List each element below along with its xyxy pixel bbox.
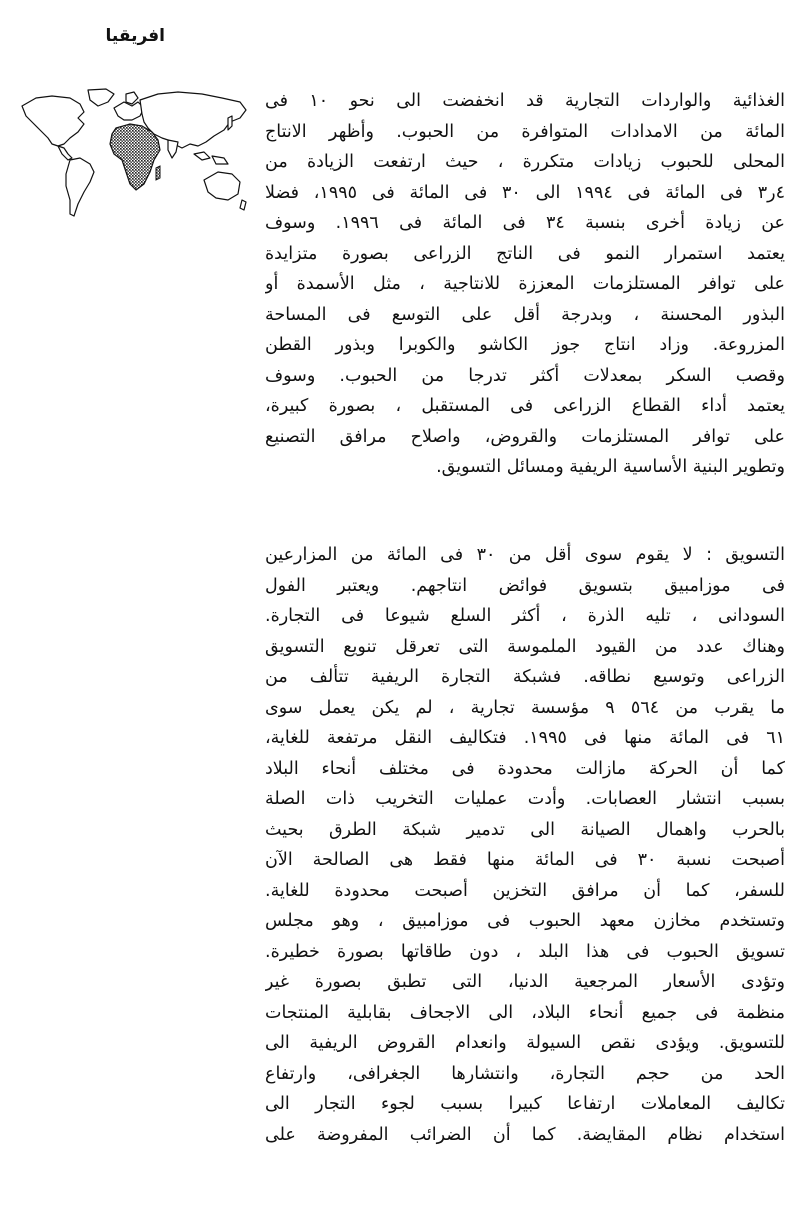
text-line: البذور المحسنة ، وبدرجة أقل على التوسع فى المساحة <box>265 304 785 325</box>
text-line: تسويق الحبوب فى هذا البلد ، دون طاقاتها بصورة خطيرة. <box>265 941 785 962</box>
text-line: وتستخدم مخازن معهد الحبوب فى موزامبيق ، وهو مجلس <box>265 911 785 931</box>
text-line: ما يقرب من ٥٦٤ ٩ مؤسسة تجارية ، لم يكن يعمل سوى <box>265 697 785 718</box>
text-line: الحد من حجم التجارة، وانتشارها الجغرافى، وارتفاع <box>265 1063 785 1084</box>
text-line: على توافر المستلزمات المعززة للانتاجية ، مثل الأسمدة أو <box>265 274 785 294</box>
text-line: ٤ر٣ فى المائة فى ١٩٩٤ الى ٣٠ فى المائة فى ١٩٩٥، فضلا <box>265 182 785 203</box>
text-line: وهناك عدد من القيود الملموسة التى تعرقل تنويع التسويق <box>265 636 785 657</box>
text-line: للتسويق. ويؤدى نقص السيولة وانعدام القروض الريفية الى <box>265 1033 785 1053</box>
text-line: الزراعى وتوسيع نطاقه. فشبكة التجارة الريفية تتألف من <box>265 667 785 687</box>
text-line: السودانى ، تليه الذرة ، أكثر السلع شيوعا فى التجارة. <box>265 606 785 626</box>
text-line: يعتمد أداء القطاع الزراعى فى المستقبل ، بصورة كبيرة، <box>265 396 785 416</box>
world-map-icon <box>18 88 250 233</box>
text-line: كما أن الحركة مازالت محدودة فى مختلف أنحاء البلاد <box>265 758 785 779</box>
text-line: عن زيادة أخرى بنسبة ٣٤ فى المائة فى ١٩٩٦. وسوف <box>265 213 785 233</box>
text-line: الغذائية والواردات التجارية قد انخفضت الى نحو ١٠ فى <box>265 91 785 111</box>
text-line: وتطوير البنية الأساسية الريفية ومسائل التسويق. <box>436 457 785 477</box>
text-line: التسويق : لا يقوم سوى أقل من ٣٠ فى المائة من المزارعين <box>265 545 785 565</box>
text-line: المائة من الامدادات المتوافرة من الحبوب. وأظهر الانتاج <box>265 121 785 142</box>
text-line: فى موزامبيق بتسويق فوائض انتاجهم. ويعتبر الفول <box>265 575 785 596</box>
text-line: استخدام نظام المقايضة. كما أن الضرائب المفروضة على <box>265 1124 785 1145</box>
text-line: على توافر المستلزمات والقروض، واصلاح مرافق التصنيع <box>265 426 785 447</box>
paragraph-marketing <box>265 540 785 1150</box>
text-line: المحلى للحبوب زيادات متكررة ، حيث ارتفعت الزيادة من <box>265 152 785 172</box>
paragraph-agriculture <box>265 86 785 483</box>
text-line: وتؤدى الأسعار المرجعية الدنيا، التى تطبق بصورة غير <box>265 972 785 992</box>
text-line: بسبب انتشار العصابات. وأدت عمليات التخريب ذات الصلة <box>265 789 785 809</box>
text-line: يعتمد استمرار النمو فى الناتج الزراعى بصورة متزايدة <box>265 243 785 264</box>
text-line: أصبحت نسبة ٣٠ فى المائة منها فقط هى الصالحة الآن <box>265 850 785 870</box>
text-line: ٦١ فى المائة منها فى ١٩٩٥. فتكاليف النقل مرتفعة للغاية، <box>265 728 785 748</box>
region-header: افريقيا <box>105 26 165 46</box>
text-line: وقصب السكر بمعدلات أكثر تدرجا من الحبوب. وسوف <box>265 365 785 386</box>
text-line: منظمة فى جميع أنحاء البلاد، الى الاجحاف بقابلية المنتجات <box>265 1002 785 1023</box>
text-line: للسفر، كما أن مرافق التخزين أصبحت محدودة للغاية. <box>265 880 785 901</box>
text-line: بالحرب واهمال الصيانة الى تدمير شبكة الطرق بحيث <box>265 819 785 840</box>
text-line: المزروعة. وزاد انتاج جوز الكاشو والكوبرا وبذور القطن <box>265 335 785 355</box>
text-line: تكاليف المعاملات ارتفاعا كبيرا بسبب لجوء التجار الى <box>265 1094 785 1114</box>
